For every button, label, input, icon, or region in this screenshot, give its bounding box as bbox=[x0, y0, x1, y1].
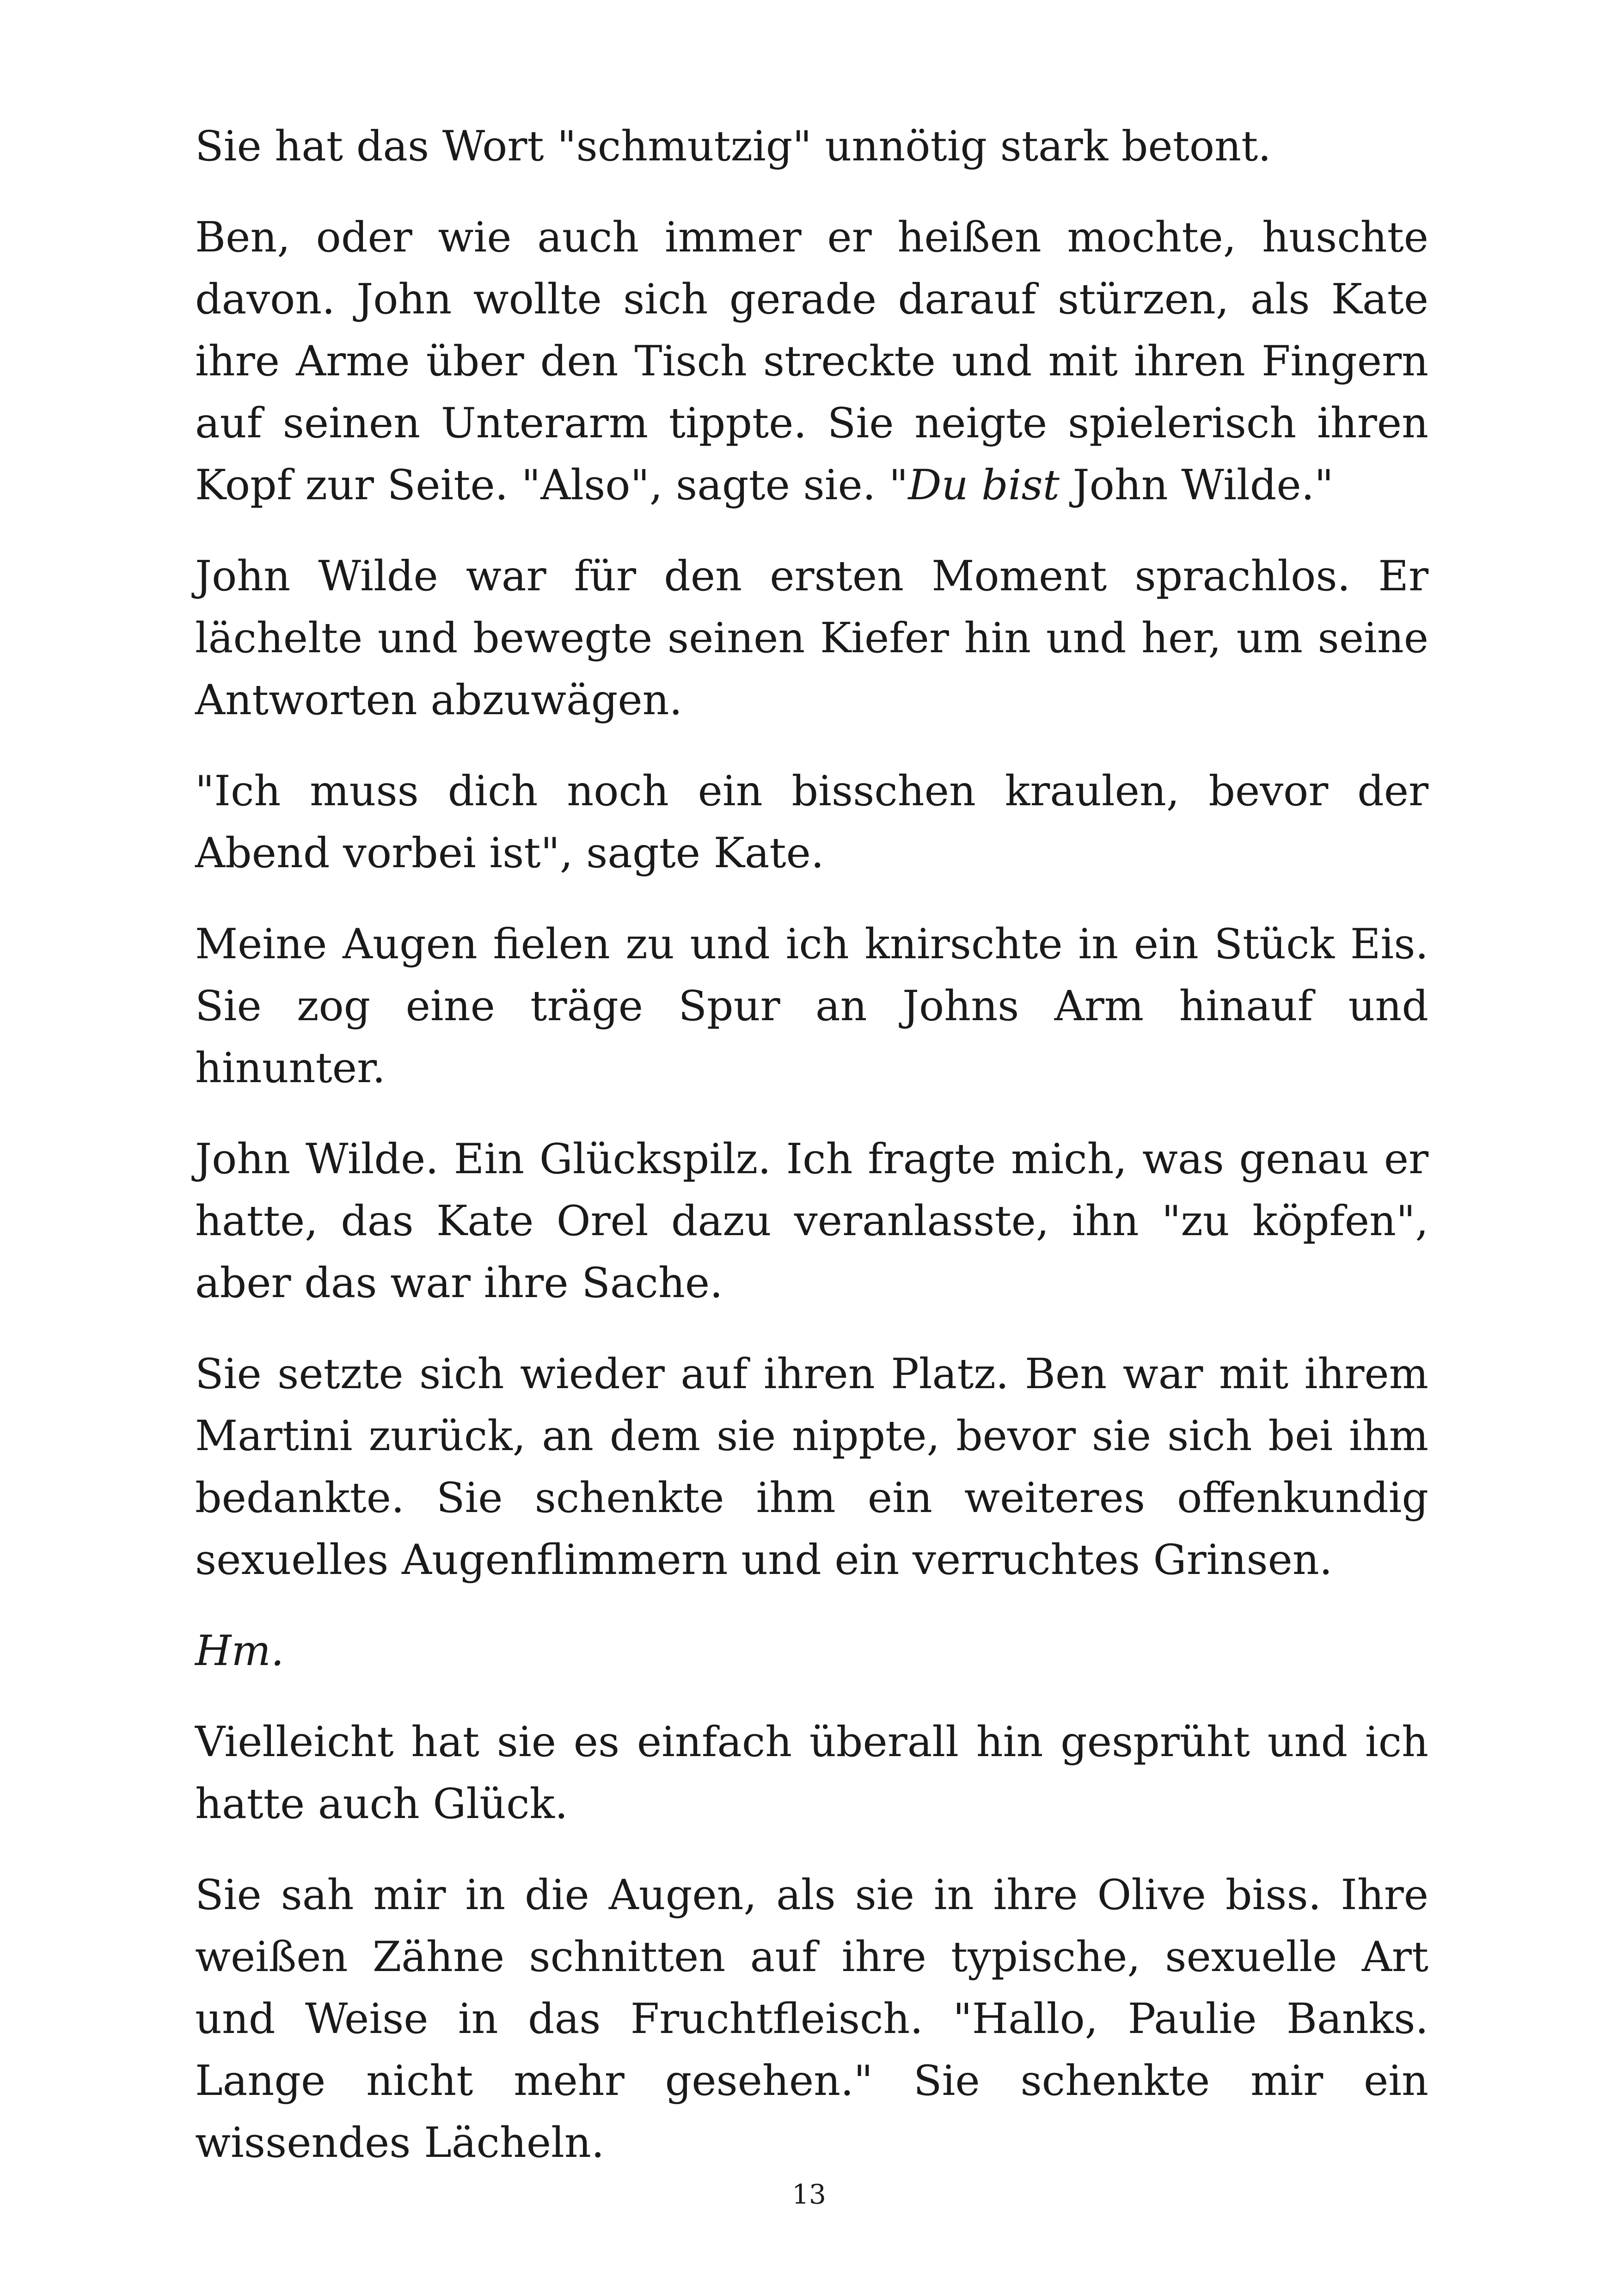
paragraph-4: "Ich muss dich noch ein bisschen kraulen, bevor der Abend vorbei ist", sagte Kate. bbox=[195, 767, 1428, 877]
paragraph-2-italic-text: Du bist bbox=[908, 461, 1060, 509]
paragraph-2 bbox=[195, 207, 1428, 516]
paragraph-10: Sie sah mir in die Augen, als sie in ihre Olive biss. Ihre weißen Zähne schnitten auf ihre typische, sexuelle Art und Weise in das Fruchtfleisch. "Hallo, Paulie Banks. Lange nicht mehr gesehen." Sie schenkte mir ein wissendes Lächeln. bbox=[195, 1871, 1428, 2167]
paragraph-2-text-end: John Wilde." bbox=[1059, 461, 1334, 509]
paragraph-2-text: Ben, oder wie auch immer er heißen mochte, huschte davon. John wollte sich gerade darauf stürzen, als Kate ihre Arme über den Tisch streckte und mit ihren Fingern auf seinen Unterarm tippte. Sie neigte spielerisch ihren Kopf zur Seite. "Also", sagte sie. " bbox=[195, 213, 1428, 509]
paragraph-5: Meine Augen fielen zu und ich knirschte in ein Stück Eis. Sie zog eine träge Spur an Johns Arm hinauf und hinunter. bbox=[195, 920, 1428, 1092]
paragraph-8 bbox=[195, 1620, 1428, 1682]
paragraph-8-italic-text: Hm. bbox=[195, 1627, 284, 1675]
page-number: 13 bbox=[792, 2179, 826, 2210]
paragraph-9: Vielleicht hat sie es einfach überall hin gesprüht und ich hatte auch Glück. bbox=[195, 1718, 1428, 1828]
paragraph-1: Sie hat das Wort "schmutzig" unnötig stark betont. bbox=[195, 122, 1271, 171]
paragraph-3: John Wilde war für den ersten Moment sprachlos. Er lächelte und bewegte seinen Kiefer hin und her, um seine Antworten abzuwägen. bbox=[195, 552, 1428, 724]
paragraph-6: John Wilde. Ein Glückspilz. Ich fragte mich, was genau er hatte, das Kate Orel dazu veranlasste, ihn "zu köpfen", aber das war ihre Sache. bbox=[195, 1135, 1428, 1307]
paragraph-7: Sie setzte sich wieder auf ihren Platz. Ben war mit ihrem Martini zurück, an dem sie nippte, bevor sie sich bei ihm bedankte. Sie schenkte ihm ein weiteres offenkundig sexuelles Augenflimmern und ein verruchtes Grinsen. bbox=[195, 1350, 1428, 1584]
body-text bbox=[195, 116, 1428, 2203]
